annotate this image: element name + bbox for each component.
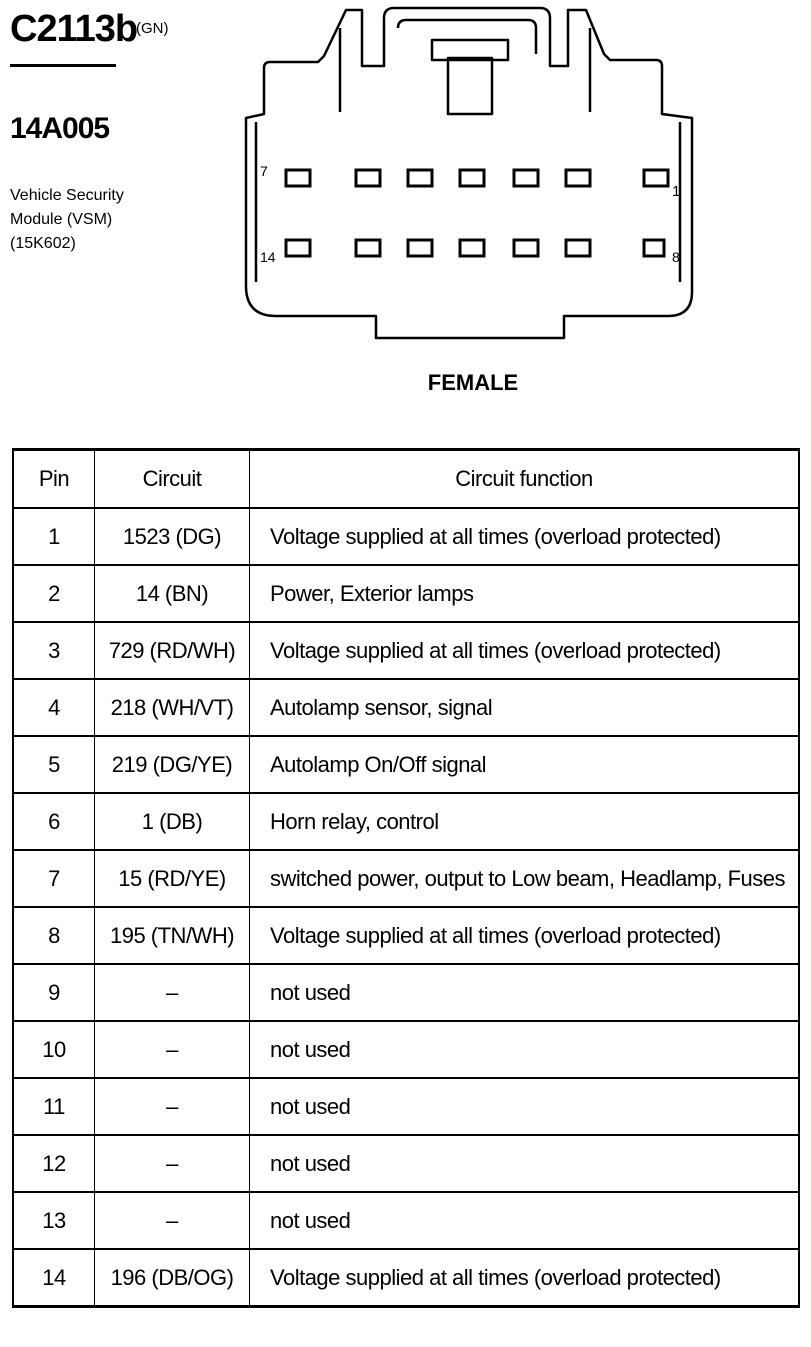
- connector-latch-inner: [398, 20, 536, 54]
- table-row: [13, 964, 799, 1021]
- pin-cavity: [644, 240, 664, 256]
- pin-cavity: [408, 170, 432, 186]
- circuit-cell: 195 (TN/WH): [95, 907, 250, 964]
- pin-cell: 10: [13, 1021, 95, 1078]
- circuit-cell: 219 (DG/YE): [95, 736, 250, 793]
- function-cell: Autolamp sensor, signal: [250, 679, 800, 736]
- connector-id: C2113b: [10, 8, 138, 50]
- pin-cell: 7: [13, 850, 95, 907]
- connector-color-code: (GN): [136, 20, 169, 37]
- pin-cell: 12: [13, 1135, 95, 1192]
- function-cell: Power, Exterior lamps: [250, 565, 800, 622]
- function-cell: Horn relay, control: [250, 793, 800, 850]
- circuit-cell: 15 (RD/YE): [95, 850, 250, 907]
- pin-cavity: [514, 240, 538, 256]
- pin-cavity: [460, 170, 484, 186]
- pin-cavity: [408, 240, 432, 256]
- connector-face-diagram: [0, 0, 811, 360]
- table-row: [13, 1021, 799, 1078]
- pin-cavity: [286, 170, 310, 186]
- circuit-cell: 729 (RD/WH): [95, 622, 250, 679]
- table-row: [13, 679, 799, 736]
- table-row: [13, 508, 799, 565]
- pin-label-14: 14: [260, 249, 276, 265]
- pin-cavity: [460, 240, 484, 256]
- circuit-cell: 1 (DB): [95, 793, 250, 850]
- module-description-line: (15K602): [10, 235, 76, 252]
- table-row: [13, 1249, 799, 1307]
- pin-cavity: [286, 240, 310, 256]
- pin-cell: 4: [13, 679, 95, 736]
- circuit-cell: 14 (BN): [95, 565, 250, 622]
- connector-lock-stem: [448, 58, 492, 114]
- table-row: [13, 1135, 799, 1192]
- function-cell: not used: [250, 964, 800, 1021]
- function-cell: not used: [250, 1135, 800, 1192]
- pin-cell: 5: [13, 736, 95, 793]
- function-cell: not used: [250, 1192, 800, 1249]
- pin-cell: 1: [13, 508, 95, 565]
- table-row: [13, 736, 799, 793]
- pin-cavity: [644, 170, 668, 186]
- circuit-cell: 218 (WH/VT): [95, 679, 250, 736]
- part-number: 14A005: [10, 112, 110, 145]
- pin-cell: 8: [13, 907, 95, 964]
- pin-cell: 13: [13, 1192, 95, 1249]
- pin-cavity: [514, 170, 538, 186]
- table-row: [13, 907, 799, 964]
- table-row: [13, 1192, 799, 1249]
- pin-label-8: 8: [672, 249, 680, 265]
- function-cell: Voltage supplied at all times (overload protected): [250, 1249, 800, 1307]
- circuit-cell: 196 (DB/OG): [95, 1249, 250, 1307]
- pin-cell: 2: [13, 565, 95, 622]
- pin-cavity: [566, 170, 590, 186]
- table-header-row: [13, 450, 799, 509]
- module-description-line: Module (VSM): [10, 211, 113, 228]
- header-circuit-function: Circuit function: [250, 450, 800, 509]
- pin-cell: 6: [13, 793, 95, 850]
- table-row: [13, 565, 799, 622]
- header-circuit: Circuit: [95, 450, 250, 509]
- table-row: [13, 850, 799, 907]
- circuit-cell: –: [95, 1078, 250, 1135]
- table-row: [13, 1078, 799, 1135]
- pin-label-7: 7: [260, 163, 268, 179]
- pin-cell: 3: [13, 622, 95, 679]
- table-row: [13, 793, 799, 850]
- pin-cell: 14: [13, 1249, 95, 1307]
- circuit-cell: –: [95, 1135, 250, 1192]
- function-cell: Voltage supplied at all times (overload protected): [250, 508, 800, 565]
- pinout-table: [12, 448, 800, 1308]
- pin-cavity: [356, 240, 380, 256]
- circuit-cell: 1523 (DG): [95, 508, 250, 565]
- pin-label-1: 1: [672, 183, 681, 200]
- pin-cell: 9: [13, 964, 95, 1021]
- pin-cavity: [356, 170, 380, 186]
- function-cell: Voltage supplied at all times (overload protected): [250, 907, 800, 964]
- function-cell: Autolamp On/Off signal: [250, 736, 800, 793]
- module-description-line: Vehicle Security: [10, 187, 124, 204]
- circuit-cell: –: [95, 1021, 250, 1078]
- circuit-cell: –: [95, 1192, 250, 1249]
- function-cell: not used: [250, 1021, 800, 1078]
- circuit-cell: –: [95, 964, 250, 1021]
- function-cell: Voltage supplied at all times (overload protected): [250, 622, 800, 679]
- pin-cavity: [566, 240, 590, 256]
- connector-gender-label: FEMALE: [427, 370, 519, 395]
- function-cell: switched power, output to Low beam, Headlamp, Fuses: [250, 850, 800, 907]
- header-pin: Pin: [13, 450, 95, 509]
- table-row: [13, 622, 799, 679]
- function-cell: not used: [250, 1078, 800, 1135]
- pin-cell: 11: [13, 1078, 95, 1135]
